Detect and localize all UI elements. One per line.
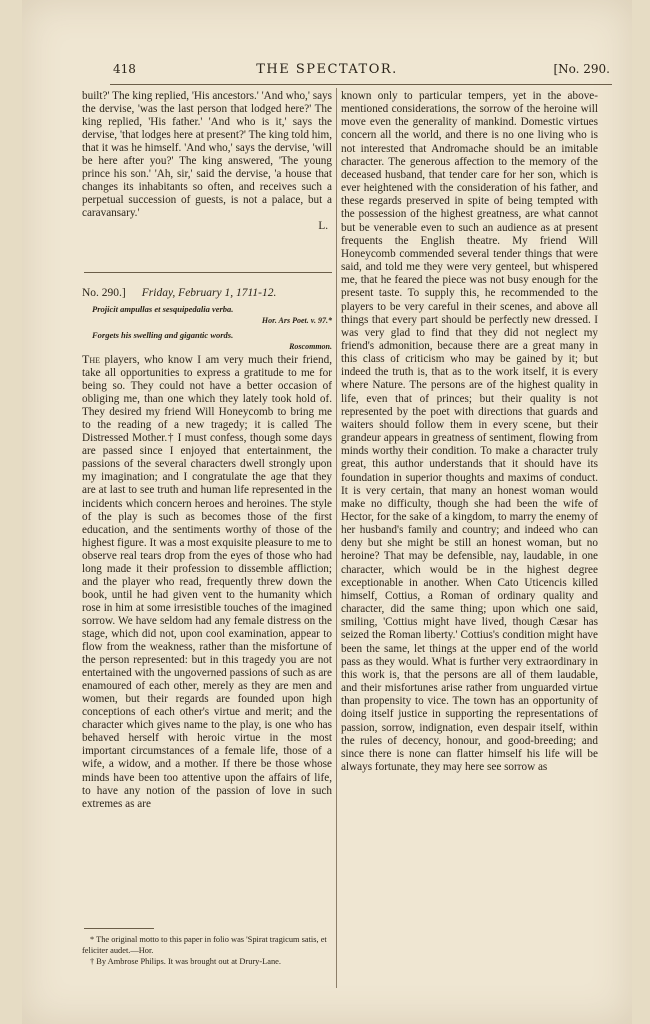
issue-heading (82, 283, 332, 301)
footnotes (82, 934, 334, 967)
essay-left-column (82, 353, 332, 811)
motto-latin-text: Projicit ampullas et sesquipedalia verba. (92, 304, 234, 314)
motto-latin (92, 304, 332, 326)
section-separator (84, 272, 332, 273)
footnote-motto: * The original motto to this paper in folio was 'Spirat tragicum satis, et feliciter audet.—Hor. (82, 935, 327, 955)
issue-number: No. 290.] (82, 287, 126, 299)
left-column-top (82, 90, 332, 233)
essay-right-column (341, 90, 598, 774)
essay-first-word: The (82, 352, 100, 366)
motto-english (92, 330, 332, 352)
issue-reference: [No. 290. (553, 62, 610, 76)
footnote-author: † By Ambrose Philips. It was brought out at Drury-Lane. (90, 957, 281, 966)
previous-essay-ending: built?' The king replied, 'His ancestors.' 'And who,' says the dervise, 'was the last person that lodged here?' The king replied, 'His father.' 'And who is it,' says the dervise, 'that lodges here at present?' The king told him, that it was he himself. 'And who,' says the dervise, 'will be here after you?' The king answered, 'The young prince his son.' 'Ah, sir,' said the dervise, 'a house that changes its inhabitants so often, and receives such a perpetual succession of guests, is not a palace, but a caravansary.' (82, 90, 332, 219)
essay-signature: L. (318, 220, 328, 232)
motto-english-text: Forgets his swelling and gigantic words. (92, 330, 234, 340)
footnote-rule (84, 928, 154, 929)
essay-left-body: players, who know I am very much their friend, take all opportunities to express a gratitude to me for being so. They could not have a better occasion of obliging me, than one which they lately took hold of. They desired my friend Will Honeycomb to bring me to the reading of a new tragedy; it is called The Distressed Mother.† I must confess, though some days are passed since I enjoyed that entertainment, the passions of the several characters dwell strongly upon my imagination; and I congratulate the age that they are at last to see truth and human life represented in the incidents which concern heroes and heroines. The style of the play is such as becomes those of the first education, and the sentiments worthy of those of the highest figure. It was a most exquisite pleasure to me to observe real tears drop from the eyes of those who had long made it their profession to dissemble affliction; and the player who read, frequently threw down the book, until he had given vent to the humanity which rose in him at some irresistible touches of the imagined sorrow. We have seldom had any female distress on the stage, which did not, upon cool examination, appear to flow from the weakness, rather than the misfortune of the person represented: but in this tragedy you are not entertained with the ungoverned passions of such as are enamoured of each other, merely as they are men and women, but their regards are founded upon high conceptions of each other's virtue and merit; and the character which gives name to the play, is one who has behaved herself with heroic virtue in the most important circumstances of a female life, those of a wife, a widow, and a mother. If there be those whose minds have been too attentive upon the affairs of life, to have any notion of the passion of love in such extremes as are (82, 354, 332, 810)
running-head (22, 62, 632, 82)
essay-right-body: known only to particular tempers, yet in the above-mentioned considerations, the sorrow of the heroine will move even the generality of mankind. Domestic virtues concern all the world, and there is no one living who is not interested that Andromache should be an imitable character. The generous affection to the memory of the deceased husband, that tender care for her son, which is ever heightened with the consideration of his father, and these regards preserved in spite of being tempted with the possession of the highest greatness, are what cannot but be venerable even to such an audience as at present frequents the English theatre. My friend Will Honeycomb commended several tender things that were said, and told me they were very genteel, but whispered me, that he feared the piece was not busy enough for the present taste. To supply this, he recommended to the players to be very careful in their scenes, and above all things that every part should be perfectly new dressed. I was very glad to find that they did not neglect my friend's admonition, because there are a great many in this class of criticism who may be gained by it; but indeed the truth is, that as to the work itself, it is every where Nature. The persons are of the highest quality in life, even that of princes; but their quality is not represented by the poet with directions that guards and waiters should follow them in every scene, but their grandeur appears in greatness of sentiment, flowing from minds worthy their condition. To make a character truly great, this author understands that it should have its foundation in superior thoughts and maxims of conduct. It is very certain, that many an honest woman would make no difficulty, though she had been the wife of Hector, for the sake of a kingdom, to marry the enemy of her husband's family and country; and indeed who can deny but she might be still an honest woman, but no heroine? That may be defensible, nay, laudable, in one character, which would be in the highest degree exceptionable in another. When Cato Uticencis killed himself, Cottius, a Roman of ordinary quality and character, did the same thing; upon which one said, smiling, 'Cottius might have lived, though Cæsar has seized the Roman liberty.' Cottius's condition might have been the same, let things at the upper end of the world pass as they would. What is further very extraordinary in this work is, that the persons are all of them laudable, and their misfortunes arise rather from unguarded virtue than propensity to vice. The town has an opportunity of doing itself justice in supporting the representations of passion, sorrow, indignation, even despair itself, within the rules of decency, honour, and good-breeding; and since there is none can flatter himself his life will be always fortunate, they may here see sorrow as (341, 90, 598, 773)
motto-latin-source: Hor. Ars Poet. v. 97.* (261, 316, 332, 325)
issue-date: Friday, February 1, 1711-12. (141, 287, 277, 299)
column-divider (336, 88, 337, 988)
header-rule (110, 84, 612, 85)
page-title: THE SPECTATOR. (256, 62, 398, 77)
page-number: 418 (113, 62, 136, 76)
motto-english-source: Roscommon. (289, 342, 332, 351)
